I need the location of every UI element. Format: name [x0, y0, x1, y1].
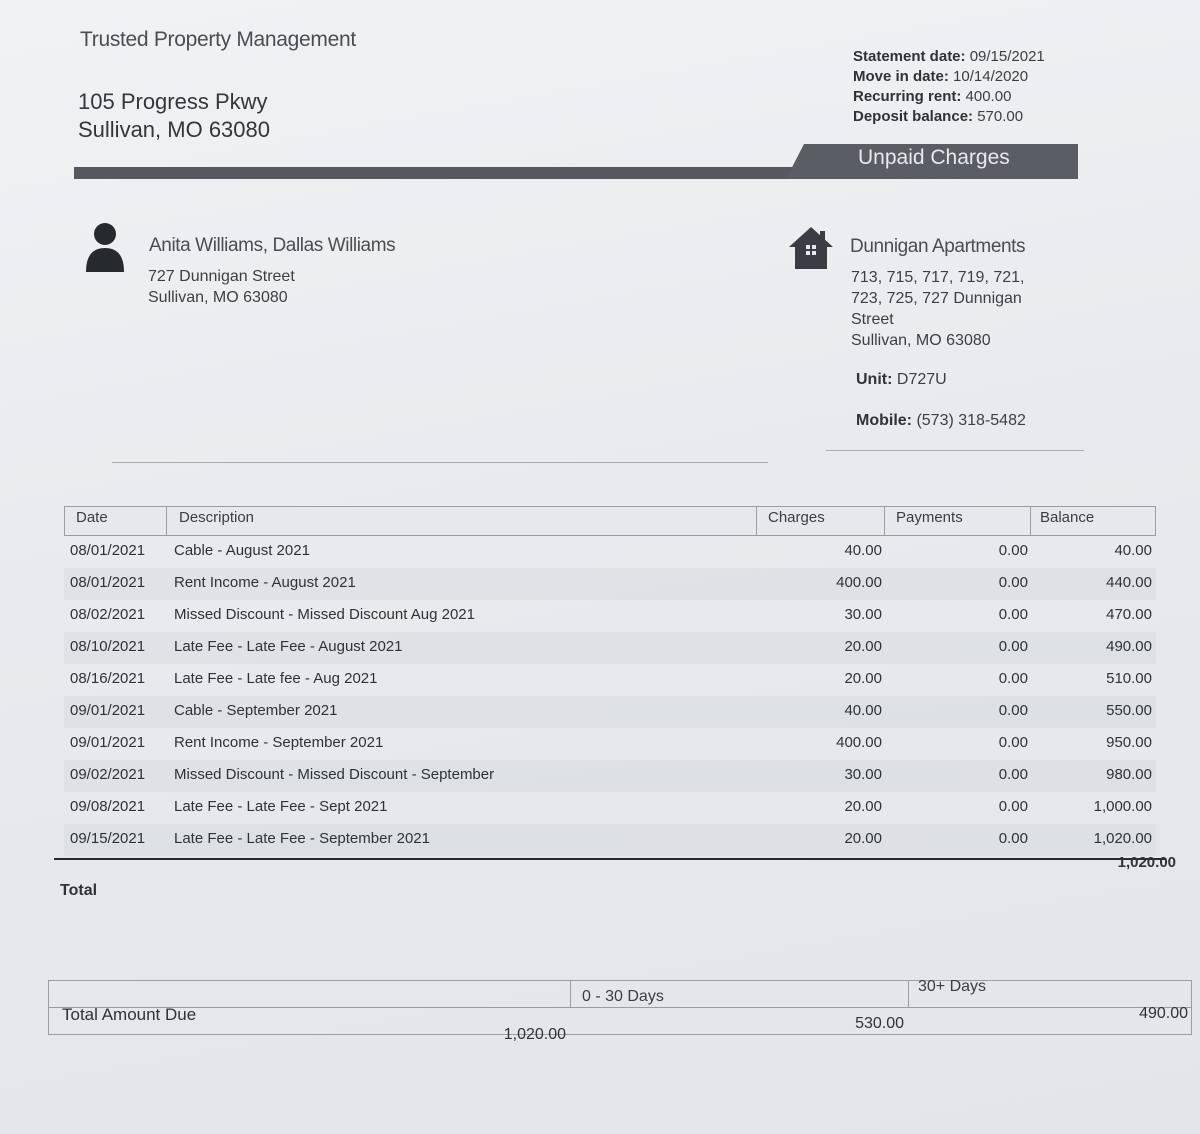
row-charges: 40.00 [844, 542, 882, 559]
row-payments: 0.00 [998, 638, 1028, 655]
row-balance: 1,000.00 [1093, 798, 1152, 815]
row-charges: 30.00 [844, 606, 882, 623]
row-date: 09/02/2021 [70, 766, 146, 783]
bucket-0-30-value: 530.00 [855, 1015, 904, 1032]
company-address-line1: 105 Progress Pkwy [78, 89, 268, 114]
ledger-header-balance: Balance [1040, 509, 1095, 526]
mobile-label: Mobile: [856, 412, 912, 429]
row-payments: 0.00 [998, 542, 1028, 559]
statement-date-value: 09/15/2021 [969, 48, 1045, 65]
row-payments: 0.00 [998, 798, 1028, 815]
row-date: 08/10/2021 [70, 638, 146, 655]
row-description: Cable - September 2021 [174, 702, 338, 719]
row-description: Late Fee - Late Fee - September 2021 [174, 830, 430, 847]
row-balance: 40.00 [1114, 542, 1152, 559]
row-charges: 400.00 [836, 734, 882, 751]
amount-due-header-line [48, 1007, 1192, 1008]
row-description: Rent Income - September 2021 [174, 734, 384, 751]
row-description: Missed Discount - Missed Discount - September [174, 766, 495, 783]
row-payments: 0.00 [998, 830, 1028, 847]
house-icon [787, 225, 835, 271]
total-rule [54, 858, 1166, 860]
deposit-row [853, 107, 1045, 127]
row-date: 09/01/2021 [70, 734, 146, 751]
property-separator-line [826, 450, 1084, 451]
property-address-line4: Sullivan, MO 63080 [851, 332, 991, 349]
mobile-value: (573) 318-5482 [916, 412, 1026, 429]
mobile-line [856, 412, 1026, 430]
bucket-30-plus-label: 30+ Days [918, 978, 987, 995]
row-balance: 470.00 [1106, 606, 1152, 623]
row-balance: 1,020.00 [1093, 830, 1152, 847]
ledger-header-payments: Payments [896, 509, 963, 526]
move-in-value: 10/14/2020 [953, 68, 1029, 85]
row-description: Late Fee - Late Fee - August 2021 [174, 638, 403, 655]
recurring-rent-value: 400.00 [965, 88, 1012, 105]
statement-info [853, 47, 1045, 127]
ledger-header-divider [1030, 507, 1031, 536]
row-charges: 400.00 [836, 574, 882, 591]
row-payments: 0.00 [998, 702, 1028, 719]
ledger-header-charges: Charges [768, 509, 825, 526]
ledger-header-date: Date [76, 509, 108, 526]
total-amount-due-value: 1,020.00 [503, 1026, 566, 1043]
ledger-header-divider [756, 507, 757, 536]
row-date: 08/16/2021 [70, 670, 146, 687]
row-date: 08/01/2021 [70, 542, 146, 559]
bucket-30-plus-value: 490.00 [1139, 1005, 1188, 1022]
row-description: Cable - August 2021 [174, 542, 310, 559]
row-charges: 40.00 [844, 702, 882, 719]
total-value: 1,020.00 [1117, 854, 1176, 871]
ledger-header-divider [166, 507, 167, 536]
row-description: Late Fee - Late fee - Aug 2021 [174, 670, 378, 687]
row-payments: 0.00 [998, 606, 1028, 623]
property-address-line1: 713, 715, 717, 719, 721, [851, 269, 1025, 286]
unit-value: D727U [896, 371, 947, 388]
property-address-line3: Street [851, 311, 894, 328]
row-payments: 0.00 [998, 734, 1028, 751]
property-name: Dunnigan Apartments [850, 236, 1026, 257]
unit-line [856, 371, 947, 389]
recurring-rent-label: Recurring rent: [853, 88, 962, 105]
property-address [851, 267, 1024, 351]
tenant-address-line2: Sullivan, MO 63080 [148, 289, 288, 306]
row-charges: 20.00 [844, 798, 882, 815]
row-charges: 20.00 [844, 830, 882, 847]
deposit-label: Deposit balance: [853, 108, 974, 125]
tenant-address [148, 266, 295, 308]
row-date: 08/02/2021 [70, 606, 146, 623]
tenant-names: Anita Williams, Dallas Williams [149, 235, 396, 256]
row-charges: 20.00 [844, 638, 882, 655]
company-name: Trusted Property Management [80, 28, 356, 51]
statement-date-label: Statement date: [853, 48, 966, 65]
row-balance: 950.00 [1106, 734, 1152, 751]
row-charges: 20.00 [844, 670, 882, 687]
row-date: 09/01/2021 [70, 702, 146, 719]
company-address [78, 88, 270, 144]
tenant-separator-line [112, 462, 768, 463]
row-description: Missed Discount - Missed Discount Aug 2021 [174, 606, 475, 623]
bucket-0-30-label: 0 - 30 Days [582, 988, 664, 1005]
row-balance: 510.00 [1106, 670, 1152, 687]
statement-date-row [853, 47, 1045, 67]
unit-label: Unit: [856, 371, 893, 388]
row-balance: 550.00 [1106, 702, 1152, 719]
deposit-value: 570.00 [977, 108, 1024, 125]
move-in-row [853, 67, 1045, 87]
person-icon [84, 222, 126, 274]
row-date: 08/01/2021 [70, 574, 146, 591]
row-description: Late Fee - Late Fee - Sept 2021 [174, 798, 388, 815]
tenant-address-line1: 727 Dunnigan Street [148, 268, 295, 285]
ledger-header-divider [884, 507, 885, 536]
property-address-line2: 723, 725, 727 Dunnigan [851, 290, 1022, 307]
row-date: 09/15/2021 [70, 830, 146, 847]
row-payments: 0.00 [998, 574, 1028, 591]
total-amount-due-label: Total Amount Due [62, 1005, 197, 1024]
row-date: 09/08/2021 [70, 798, 146, 815]
row-payments: 0.00 [998, 670, 1028, 687]
row-charges: 30.00 [844, 766, 882, 783]
total-label: Total [60, 882, 98, 899]
row-balance: 440.00 [1106, 574, 1152, 591]
row-balance: 490.00 [1106, 638, 1152, 655]
ledger-header-description: Description [179, 509, 255, 526]
recurring-rent-row [853, 87, 1045, 107]
unpaid-charges-tab-label: Unpaid Charges [858, 146, 1010, 169]
move-in-label: Move in date: [853, 68, 949, 85]
row-balance: 980.00 [1106, 766, 1152, 783]
row-description: Rent Income - August 2021 [174, 574, 356, 591]
amount-due-divider [570, 980, 571, 1008]
company-address-line2: Sullivan, MO 63080 [78, 117, 270, 142]
row-payments: 0.00 [998, 766, 1028, 783]
amount-due-divider [908, 980, 909, 1008]
